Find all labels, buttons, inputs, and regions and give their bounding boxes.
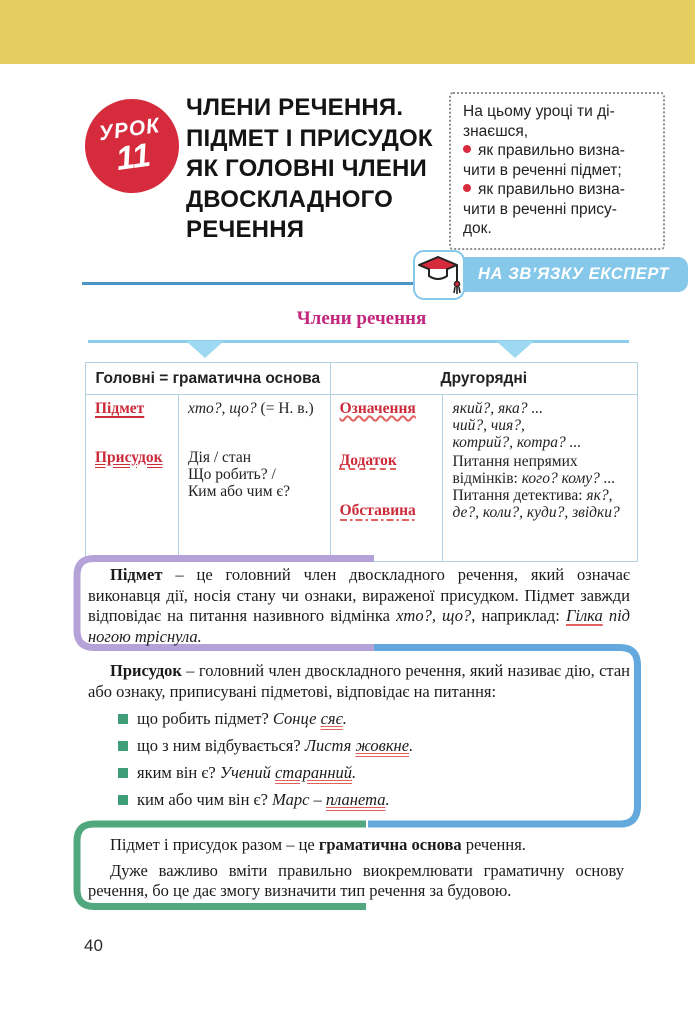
section-rule — [82, 282, 434, 285]
table-header-row — [86, 363, 638, 395]
graduation-cap-icon — [413, 250, 465, 300]
page-title-line: РЕЧЕННЯ — [186, 216, 305, 243]
main-descriptions-cell — [178, 395, 330, 562]
lesson-badge-number: 11 — [113, 135, 153, 178]
arrow-down-icon — [496, 341, 534, 358]
example-predicate-word: жовкне — [355, 736, 410, 755]
list-item: що робить підмет? Сонце сяє. — [118, 708, 623, 730]
lesson-badge — [85, 99, 179, 193]
bullet-dot-icon — [463, 145, 471, 153]
objectives-item-line: чити в реченні підмет; — [463, 161, 622, 179]
secondary-terms-cell — [330, 395, 443, 562]
example-predicate-word: сяє — [320, 709, 343, 728]
summary-line-1: Підмет і присудок разом – це граматична основа речення. — [110, 835, 526, 854]
predicate-questions-list — [118, 708, 623, 816]
objectives-item-line: док. — [463, 220, 492, 237]
page-title — [186, 93, 466, 246]
definition-predicate-term: Присудок — [110, 661, 182, 680]
square-bullet-icon — [118, 714, 128, 724]
definition-subject-term: Підмет — [110, 565, 163, 584]
definition-subject: Підмет – це головний член двоскладного речення, який означає виконавця дії, носія стану чи ознаки, вираженої присудком. Підмет завжди відповідає на питання називного відмінка хто?, що?, наприклад: Гілка під ногою тріснула. — [88, 565, 630, 646]
page-title-line: ДВОСКЛАДНОГО — [186, 185, 393, 213]
arrow-down-icon — [186, 341, 224, 358]
lesson-badge-label: УРОК — [97, 113, 162, 146]
bullet-dot-icon — [463, 184, 471, 192]
objectives-item-line: як правильно визна- — [478, 181, 625, 198]
object-questions: Питання непрямих відмінків: кого? кому? ... — [452, 453, 616, 487]
scheme-title: Члени речення — [296, 308, 427, 329]
term-predicate: Присудок — [95, 449, 163, 466]
summary-block — [88, 835, 624, 902]
attribute-questions: який?, яка? ... — [452, 400, 544, 417]
term-subject: Підмет — [95, 400, 145, 417]
main-terms-cell — [86, 395, 179, 562]
square-bullet-icon — [118, 795, 128, 805]
objectives-intro-line: На цьому уроці ти ді- — [463, 103, 615, 120]
term-adverbial: Обставина — [339, 502, 416, 519]
page-title-line: ЧЛЕНИ РЕЧЕННЯ. — [186, 94, 404, 121]
objectives-box — [449, 92, 665, 250]
term-object: Додаток — [339, 452, 397, 469]
page-title-line: ЯК ГОЛОВНІ ЧЛЕНИ — [186, 155, 427, 182]
square-bullet-icon — [118, 741, 128, 751]
members-table — [85, 362, 638, 562]
lesson-badge-inner — [98, 115, 166, 177]
table-body-row — [86, 395, 638, 562]
objectives-item-line: як правильно визна- — [478, 142, 625, 159]
objectives-intro-line: знаєшся, — [463, 122, 529, 140]
summary-line-2: Дуже важливо вміти правильно виокремлювати граматичну основу речення, бо це дає змогу визначити тип речення за будовою. — [88, 860, 624, 900]
table-header-secondary: Другорядні — [330, 363, 637, 395]
example-predicate-word: старанний — [274, 763, 353, 782]
subject-questions: хто?, що? (= Н. в.) — [187, 400, 314, 417]
objectives-item — [463, 141, 653, 161]
square-bullet-icon — [118, 768, 128, 778]
top-color-band — [0, 0, 695, 64]
page-title-line: ПІДМЕТ І ПРИСУДОК — [186, 124, 433, 152]
example-subject-word: Гілка — [565, 606, 603, 625]
list-item: ким або чим він є? Марс – планета. — [118, 789, 623, 811]
table-header-main: Головні = граматична основа — [86, 363, 331, 395]
scheme-connector-line — [88, 340, 629, 343]
list-item: що з ним відбувається? Листя жовкне. — [118, 735, 623, 757]
secondary-descriptions-cell: який?, яка? ... чий?, чия?, котрий?, котра? ... Питання непрямих відмінків: кого? кому? ... Питання детектива: як?, де?, коли?, куди?, звідки? — [443, 395, 638, 562]
definition-predicate: Присудок – головний член двоскладного речення, який називає дію, стан або ознаку, приписувані підметові, відповідає на питання: — [88, 661, 630, 701]
expert-banner-label: НА ЗВ’ЯЗКУ ЕКСПЕРТ — [478, 265, 670, 283]
example-predicate-word: планета — [325, 790, 386, 809]
list-item: яким він є? Учений старанний. — [118, 762, 623, 784]
term-attribute: Означення — [339, 400, 416, 417]
adverbial-questions: Питання детектива: як?, де?, коли?, куди?, звідки? — [452, 487, 620, 521]
objectives-item — [463, 180, 653, 200]
objectives-item-line: чити в реченні прису- — [463, 200, 617, 218]
predicate-description: Дія / стан Що робить? / Ким або чим є? — [187, 449, 290, 500]
page-number: 40 — [84, 936, 103, 955]
